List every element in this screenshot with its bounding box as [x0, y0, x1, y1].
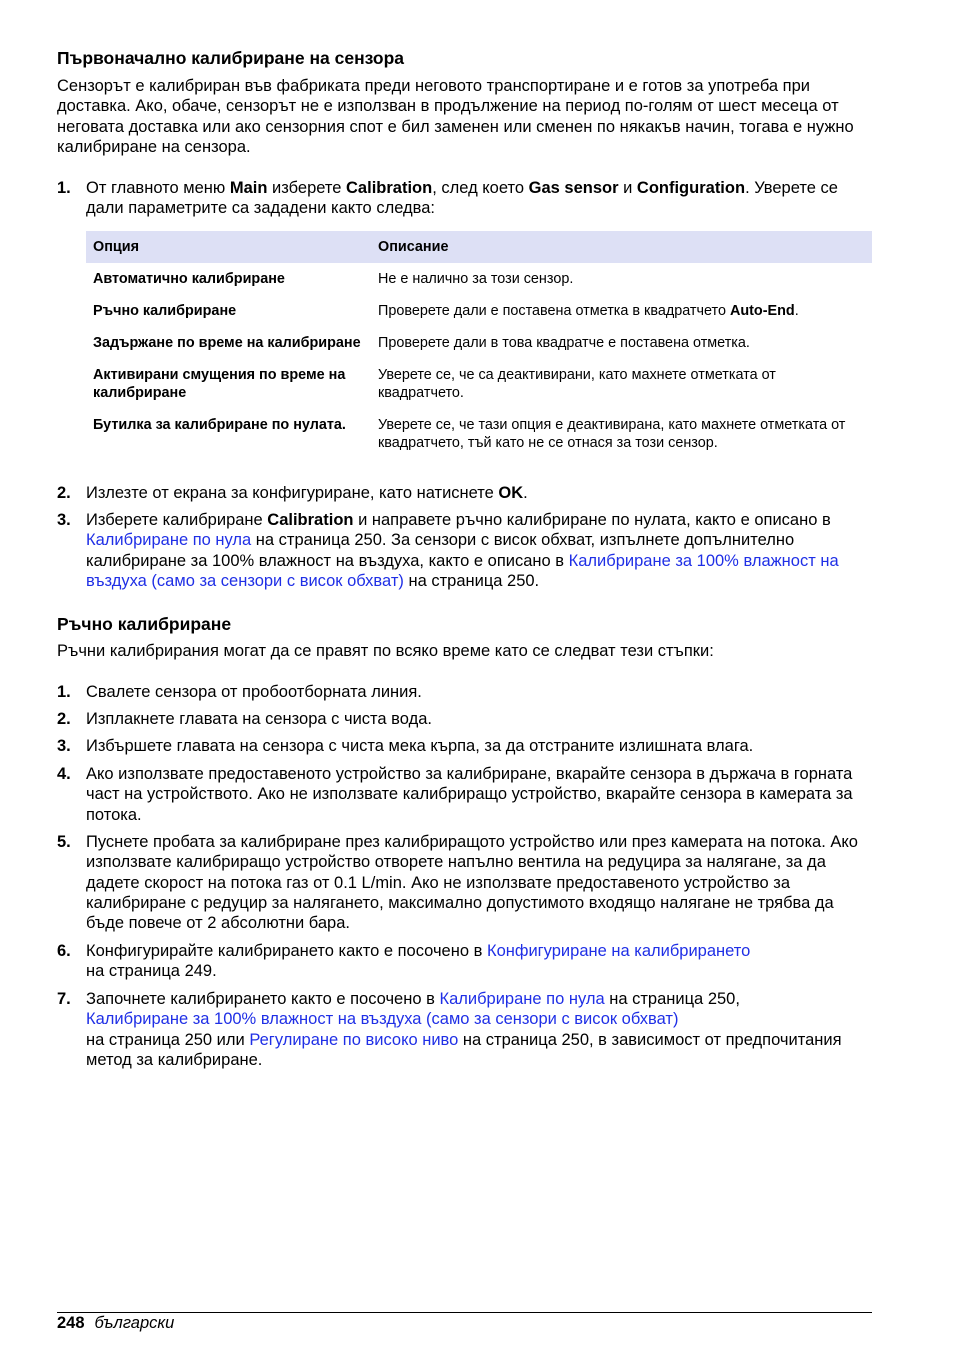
- link-high-level-adjustment[interactable]: Регулиране по високо ниво: [249, 1030, 459, 1049]
- step-text: Изплакнете главата на сензора с чиста вода.: [86, 710, 432, 728]
- link-zero-calibration[interactable]: Калибриране по нула: [439, 990, 605, 1008]
- link-calibration-configuration[interactable]: Конфигуриране на калибрирането: [486, 942, 751, 960]
- step-number: 6.: [57, 942, 71, 960]
- table-cell-option: Задържане по време на калибриране: [93, 335, 361, 351]
- step-text: Пуснете пробата за калибриране през калибриращото устройство или през камерата на потока. Ако използвате калибриращо устройство отворете напълно вентила на редуцира за налягане, за да дадете скорост на потока газ от 0.1 L/min. Ако не използвате предоставеното устройство за калибриране с редуцир за налягането, максимално допустимото входящо налягане не трябва да бъде повече от 2 абсолютни бара.: [86, 833, 858, 933]
- intro-paragraph: Сензорът е калибриран във фабриката преди неговото транспортиране и е готов за употреба при доставка. Ако, обаче, сензорът не е използван в продължение на период по-голям от шест месеца от неговата доставка или ако сензорния спот е бил заменен или сменен по някакъв начин, тогава е нужно калибриране на сензора.: [57, 77, 854, 156]
- step-number: 3.: [57, 737, 71, 755]
- list-item: [57, 736, 872, 756]
- step-text: Излезте от екрана за конфигуриране, като натиснете OK.: [86, 484, 528, 502]
- section-heading-manual-calibration: Ръчно калибриране: [57, 614, 232, 634]
- step-number: 5.: [57, 833, 71, 851]
- list-item: [57, 178, 872, 219]
- table-cell-description: Уверете се, че тази опция е деактивирана, като махнете отметката от квадратчето, тъй като не се отнася за този сензор.: [378, 417, 846, 451]
- page-number: 248: [57, 1314, 85, 1332]
- table-row: [86, 263, 872, 295]
- options-table: [86, 231, 872, 459]
- step-number: 2.: [57, 484, 71, 502]
- step-text: Започнете калибрирането както е посочено в Калибриране по нула на страница 250, Калибриране за 100% влажност на въздуха (само за сензори с висок обхват) на страница 250 или Регулиране по високо ниво на страница 250, в зависимост от предпочитания метод за калибриране.: [86, 990, 842, 1069]
- list-item: [57, 682, 872, 702]
- list-item: [57, 483, 872, 503]
- step-number: 4.: [57, 765, 71, 783]
- list-item: [57, 764, 872, 825]
- link-humidity-calibration[interactable]: Калибриране за 100% влажност на въздуха (само за сензори с висок обхват): [86, 551, 839, 590]
- step-number: 2.: [57, 710, 71, 728]
- table-cell-option: Бутилка за калибриране по нулата.: [93, 417, 346, 433]
- table-cell-option: Ръчно калибриране: [93, 303, 237, 319]
- step-number: 1.: [57, 179, 71, 197]
- table-row: [86, 295, 872, 327]
- list-item: [57, 709, 872, 729]
- column-header-description: Описание: [378, 239, 449, 255]
- table-cell-description: Уверете се, че са деактивирани, като махнете отметката от квадратчето.: [378, 367, 776, 401]
- step-text: Ако използвате предоставеното устройство за калибриране, вкарайте сензора в държача в горната част на устройството. Ако не използвате калибриращо устройство, вкарайте сензора в камерата за потока.: [86, 765, 853, 824]
- footer-divider: [57, 1312, 872, 1313]
- table-row: [86, 409, 872, 459]
- section-heading-initial-calibration: Първоначално калибриране на сензора: [57, 48, 405, 68]
- step-text: Свалете сензора от пробоотборната линия.: [86, 683, 422, 701]
- step-number: 1.: [57, 683, 71, 701]
- step-number: 7.: [57, 990, 71, 1008]
- list-item: [57, 510, 872, 591]
- list-item: [57, 941, 872, 982]
- list-item: [57, 832, 872, 933]
- table-cell-description: Проверете дали в това квадратче е поставена отметка.: [378, 335, 750, 351]
- step-text: Избършете главата на сензора с чиста мека кърпа, за да отстраните излишната влага.: [86, 737, 754, 755]
- table-row: [86, 327, 872, 359]
- table-cell-description: Проверете дали е поставена отметка в квадратчето Auto-End.: [378, 303, 799, 319]
- list-item: [57, 989, 872, 1070]
- table-cell-option: Автоматично калибриране: [93, 271, 285, 287]
- step-text: Конфигурирайте калибрирането както е посочено в Конфигуриране на калибрирането на страница 249.: [86, 942, 751, 981]
- column-header-option: Опция: [93, 239, 139, 255]
- footer-language: български: [94, 1314, 175, 1332]
- link-zero-calibration[interactable]: Калибриране по нула: [86, 531, 252, 550]
- link-humidity-calibration[interactable]: Калибриране за 100% влажност на въздуха (само за сензори с висок обхват): [86, 1010, 679, 1029]
- manual-intro-paragraph: Ръчни калибрирания могат да се правят по всяко време като се следват тези стъпки:: [57, 642, 714, 660]
- page-footer: [57, 1313, 174, 1333]
- table-row: [86, 359, 872, 409]
- step-text: Изберете калибриране Calibration и направете ръчно калибриране по нулата, както е описано в Калибриране по нула на страница 250. За сензори с висок обхват, изпълнете допълнително калибриране за 100% влажност на въздуха, както е описано в Калибриране за 100% влажност на въздуха (само за сензори с висок обхват) на страница 250.: [86, 511, 839, 590]
- table-header-row: [86, 231, 872, 263]
- table-cell-option: Активирани смущения по време на калибриране: [93, 367, 346, 401]
- step-text: От главното меню Main изберете Calibration, след което Gas sensor и Configuration. Уверете се дали параметрите са зададени както следва:: [86, 179, 838, 218]
- step-number: 3.: [57, 511, 71, 529]
- table-cell-description: Не е налично за този сензор.: [378, 271, 574, 287]
